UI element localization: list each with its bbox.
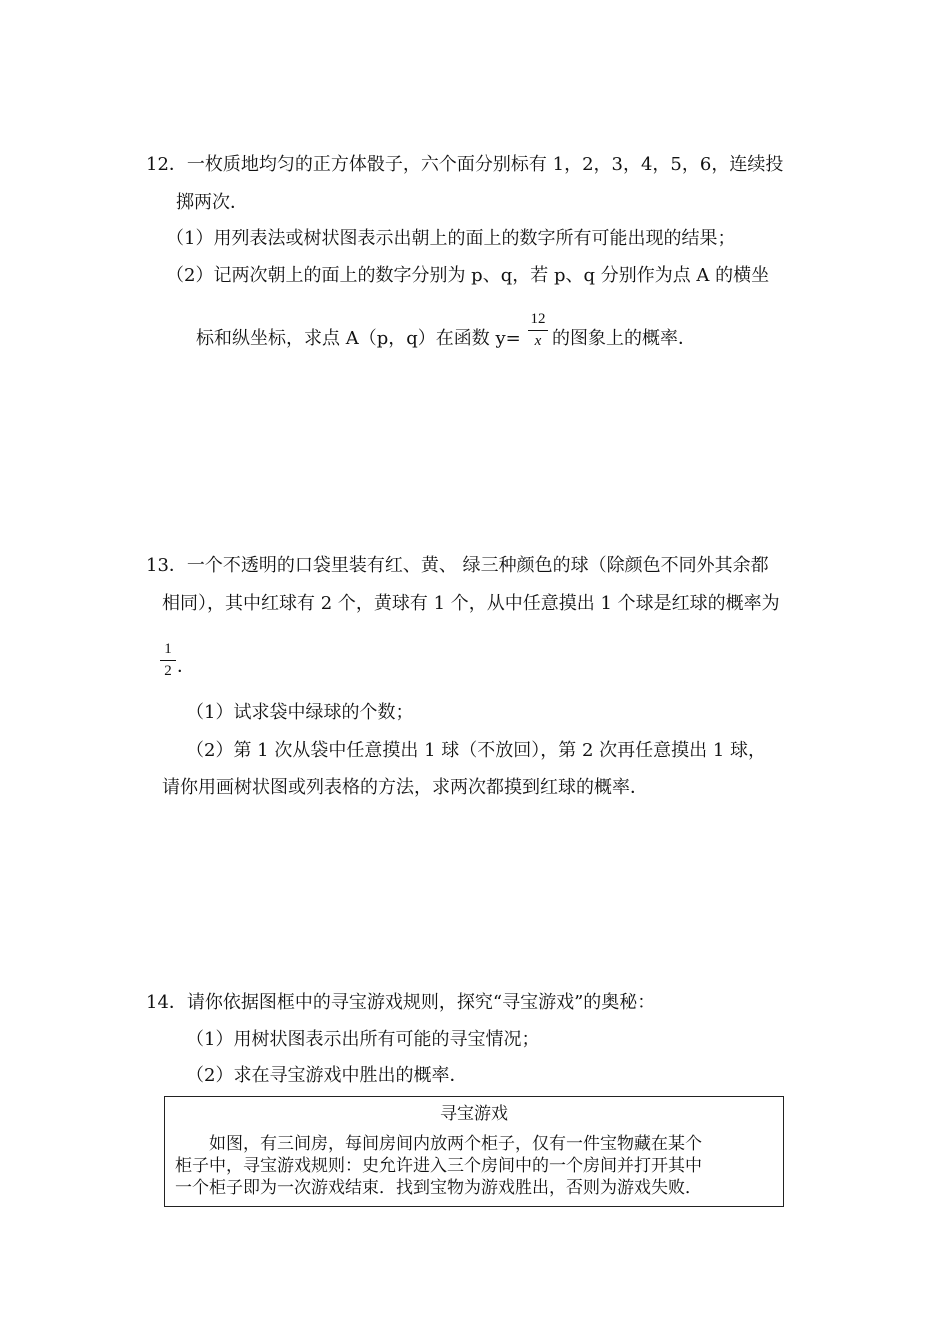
q13-fraction-denominator: 2 bbox=[164, 663, 172, 679]
q13-line-1: 13．一个不透明的口袋里装有红、黄、 绿三种颜色的球（除颜色不同外其余都 bbox=[146, 555, 769, 576]
q12-line-5-before: 标和纵坐标，求点 A（p，q）在函数 y= bbox=[196, 328, 521, 349]
treasure-game-rule-line-2: 柜子中，寻宝游戏规则：史允许进入三个房间中的一个房间并打开其中 bbox=[175, 1156, 702, 1176]
q12-part-1: （1）用列表法或树状图表示出朝上的面上的数字所有可能出现的结果； bbox=[166, 228, 736, 249]
q13-fraction-numerator: 1 bbox=[164, 641, 172, 657]
q12-line-5-after: 的图象上的概率． bbox=[552, 328, 696, 349]
q13-part-2: （2）第 1 次从袋中任意摸出 1 球（不放回），第 2 次再任意摸出 1 球， bbox=[186, 740, 767, 761]
q14-part-2: （2）求在寻宝游戏中胜出的概率． bbox=[186, 1065, 468, 1086]
q12-fraction-denominator: x bbox=[534, 333, 542, 349]
treasure-game-title: 寻宝游戏 bbox=[440, 1104, 508, 1124]
q13-fraction bbox=[160, 641, 176, 680]
q13-line-2: 相同），其中红球有 2 个，黄球有 1 个，从中任意摸出 1 个球是红球的概率为 bbox=[162, 593, 780, 614]
q12-line-2: 掷两次． bbox=[176, 192, 248, 213]
treasure-game-rule-line-1: 如图，有三间房，每间房间内放两个柜子，仅有一件宝物藏在某个 bbox=[209, 1134, 702, 1154]
q13-line-7: 请你用画树状图或列表格的方法，求两次都摸到红球的概率． bbox=[162, 777, 648, 798]
q13-fraction-after: ． bbox=[177, 656, 195, 677]
q12-fraction bbox=[528, 311, 548, 350]
treasure-game-rule-line-3: 一个柜子即为一次游戏结束．找到宝物为游戏胜出，否则为游戏失败． bbox=[175, 1178, 702, 1198]
q14-line-1: 14．请你依据图框中的寻宝游戏规则，探究“寻宝游戏”的奥秘： bbox=[146, 992, 656, 1013]
q12-line-1: 12．一枚质地均匀的正方体骰子，六个面分别标有 1，2，3，4，5，6，连续投 bbox=[146, 154, 784, 175]
q13-part-1: （1）试求袋中绿球的个数； bbox=[186, 702, 414, 723]
treasure-game-box bbox=[164, 1096, 784, 1207]
q12-part-2: （2）记两次朝上的面上的数字分别为 p、q，若 p、q 分别作为点 A 的横坐 bbox=[166, 265, 770, 286]
q14-part-1: （1）用树状图表示出所有可能的寻宝情况； bbox=[186, 1029, 540, 1050]
q12-fraction-numerator: 12 bbox=[530, 311, 546, 327]
